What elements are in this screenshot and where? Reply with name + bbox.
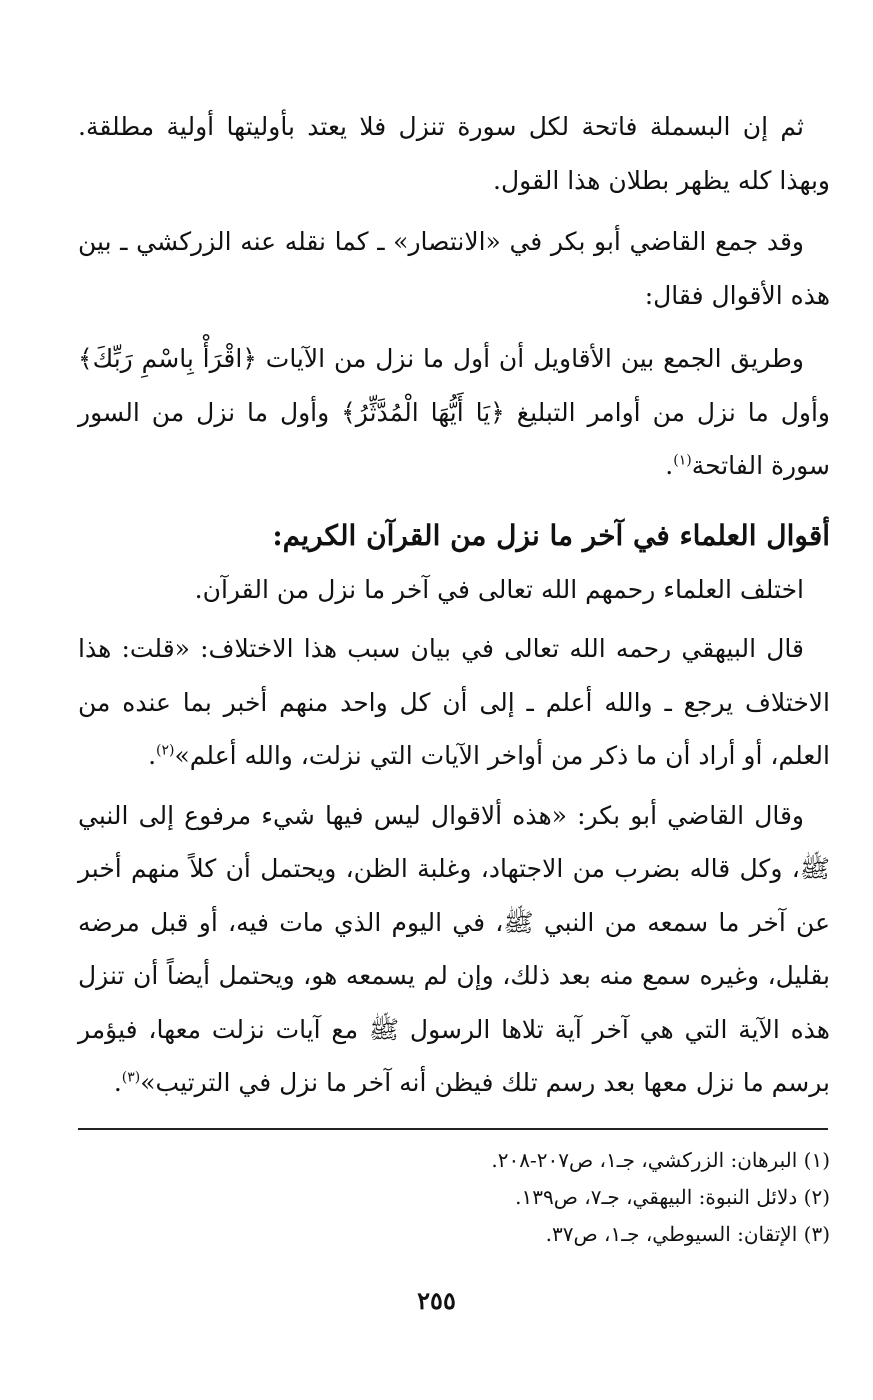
footnote-divider (78, 1128, 828, 1130)
paragraph-qadi-abu-bakr-intro: وقد جمع القاضي أبو بكر في «الانتصار» ـ كما نقله عنه الزركشي ـ بين هذه الأقوال فقال: (78, 227, 830, 310)
text-segment: . (113, 1068, 122, 1097)
text-segment: وأول ما نزل من أوامر التبليغ (504, 397, 830, 427)
text-segment: . (665, 451, 674, 480)
footnote-3: (٣) الإتقان: السيوطي، جـ١، ص٣٧. (545, 1222, 830, 1246)
text-segment: وقال القاضي أبو بكر: «هذه ألاقوال ليس فيها شيء مرفوع إلى النبي ﷺ، وكل قاله بضرب من الاجتهاد، وغلبة الظن، ويحتمل أن كلاً منهم أخبر عن آخر ما سمعه من النبي ﷺ، في اليوم الذي مات فيه، أو قبل مرضه بقليل، وغيره سمع منه بعد ذلك، وإن لم يسمعه هو، ويحتمل أيضاً أن تنزل هذه الآية التي هي آخر آية تلاها الرسول ﷺ مع آيات نزلت معها، فيؤمر برسم ما نزل معها بعد رسم تلك فيظن أنه آخر ما نزل في الترتيب» (78, 800, 830, 1097)
text-segment: . (148, 741, 157, 770)
footnotes (78, 1142, 830, 1253)
footnote-1: (١) البرهان: الزركشي، جـ١، ص٢٠٧-٢٠٨. (491, 1148, 830, 1172)
footnote-ref-2[interactable]: (٢) (156, 742, 175, 759)
paragraph-qadi-abu-bakr-quote (78, 789, 830, 1110)
section-heading: أقوال العلماء في آخر ما نزل من القرآن الكريم: (272, 518, 830, 552)
footnote-ref-1[interactable]: (١) (673, 452, 692, 469)
paragraph-scholars-differ: اختلف العلماء رحمهم الله تعالى في آخر ما نزل من القرآن. (194, 574, 804, 604)
footnote-2: (٢) دلائل النبوة: البيهقي، جـ٧، ص١٣٩. (515, 1185, 830, 1209)
paragraph-basmala: ثم إن البسملة فاتحة لكل سورة تنزل فلا يعتد بأوليتها أولية مطلقة. وبهذا كله يظهر بطلان هذا القول. (78, 112, 830, 195)
page-number: ٢٥٥ (417, 1286, 456, 1315)
page-body (78, 100, 830, 1110)
quran-verse-iqra: ﴿اقْرَأْ بِاسْمِ رَبِّكَ﴾ (78, 344, 257, 373)
paragraph-first-revealed (78, 332, 830, 493)
footnote-ref-3[interactable]: (٣) (121, 1069, 141, 1086)
text-segment: وأول ما نزل من السور سورة الفاتحة (78, 397, 830, 480)
quran-verse-muddaththir: ﴿يَا أَيُّهَا الْمُدَّثِّرُ﴾ (341, 397, 505, 427)
text-segment: قال البيهقي رحمه الله تعالى في بيان سبب هذا الاختلاف: «قلت: هذا الاختلاف يرجع ـ والله أعلم ـ إلى أن كل واحد منهم أخبر بما عنده من العلم، أو أراد أن ما ذكر من أواخر الآيات التي نزلت، والله أعلم» (78, 634, 830, 770)
text-segment: وطريق الجمع بين الأقاويل أن أول ما نزل من الآيات (256, 344, 804, 373)
paragraph-bayhaqi (78, 622, 830, 783)
